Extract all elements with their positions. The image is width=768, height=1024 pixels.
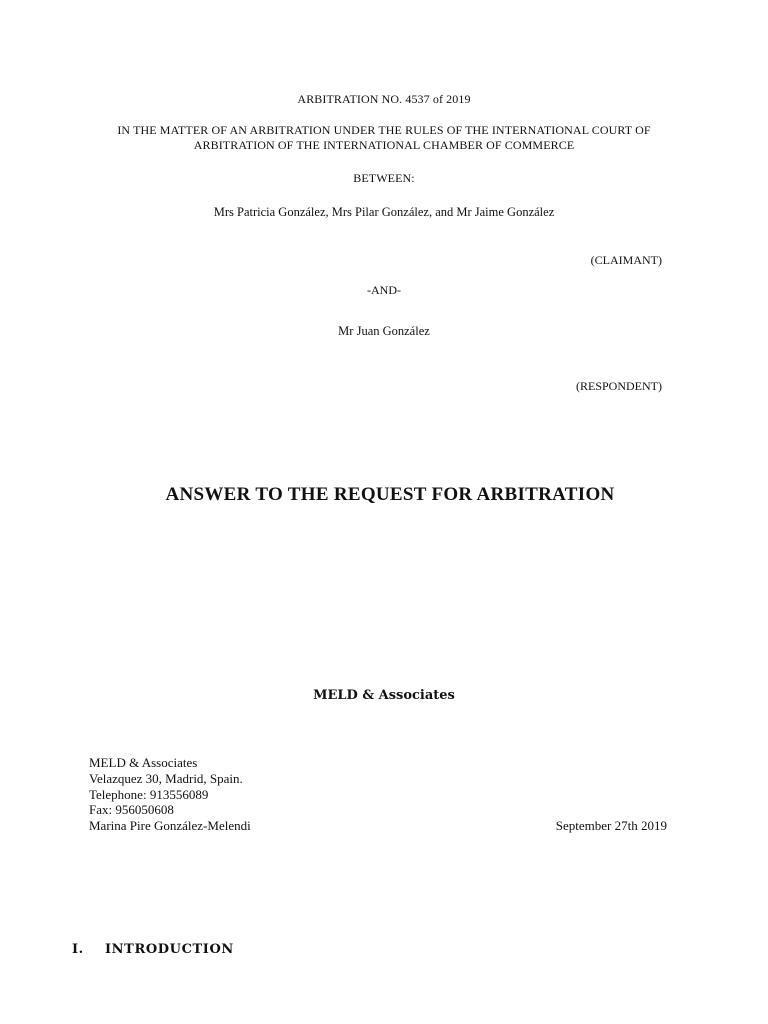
address-street: Velazquez 30, Madrid, Spain. <box>89 771 243 786</box>
respondent-name: Mr Juan González <box>338 324 430 338</box>
between-label: BETWEEN: <box>353 171 415 185</box>
document-date: September 27th 2019 <box>555 818 667 833</box>
claimant-label: (CLAIMANT) <box>590 253 662 267</box>
document-title: ANSWER TO THE REQUEST FOR ARBITRATION <box>165 484 615 505</box>
address-firm: MELD & Associates <box>89 755 198 770</box>
arbitration-number: ARBITRATION NO. 4537 of 2019 <box>297 92 471 106</box>
section-title: INTRODUCTION <box>105 942 234 957</box>
section-number: I. <box>72 942 84 957</box>
address-telephone: Telephone: 913556089 <box>89 787 209 802</box>
and-separator: -AND- <box>367 283 401 297</box>
firm-heading: MELD & Associates <box>313 688 455 703</box>
respondent-label: (RESPONDENT) <box>576 379 662 393</box>
address-fax: Fax: 956050608 <box>89 802 174 817</box>
matter-line-1: IN THE MATTER OF AN ARBITRATION UNDER THE RULES OF THE INTERNATIONAL COURT OF <box>117 123 651 137</box>
matter-line-2: ARBITRATION OF THE INTERNATIONAL CHAMBER OF COMMERCE <box>193 138 575 152</box>
address-author: Marina Pire González-Melendi <box>89 818 251 833</box>
section-heading <box>72 942 234 957</box>
claimant-names: Mrs Patricia González, Mrs Pilar González, and Mr Jaime González <box>213 205 555 219</box>
